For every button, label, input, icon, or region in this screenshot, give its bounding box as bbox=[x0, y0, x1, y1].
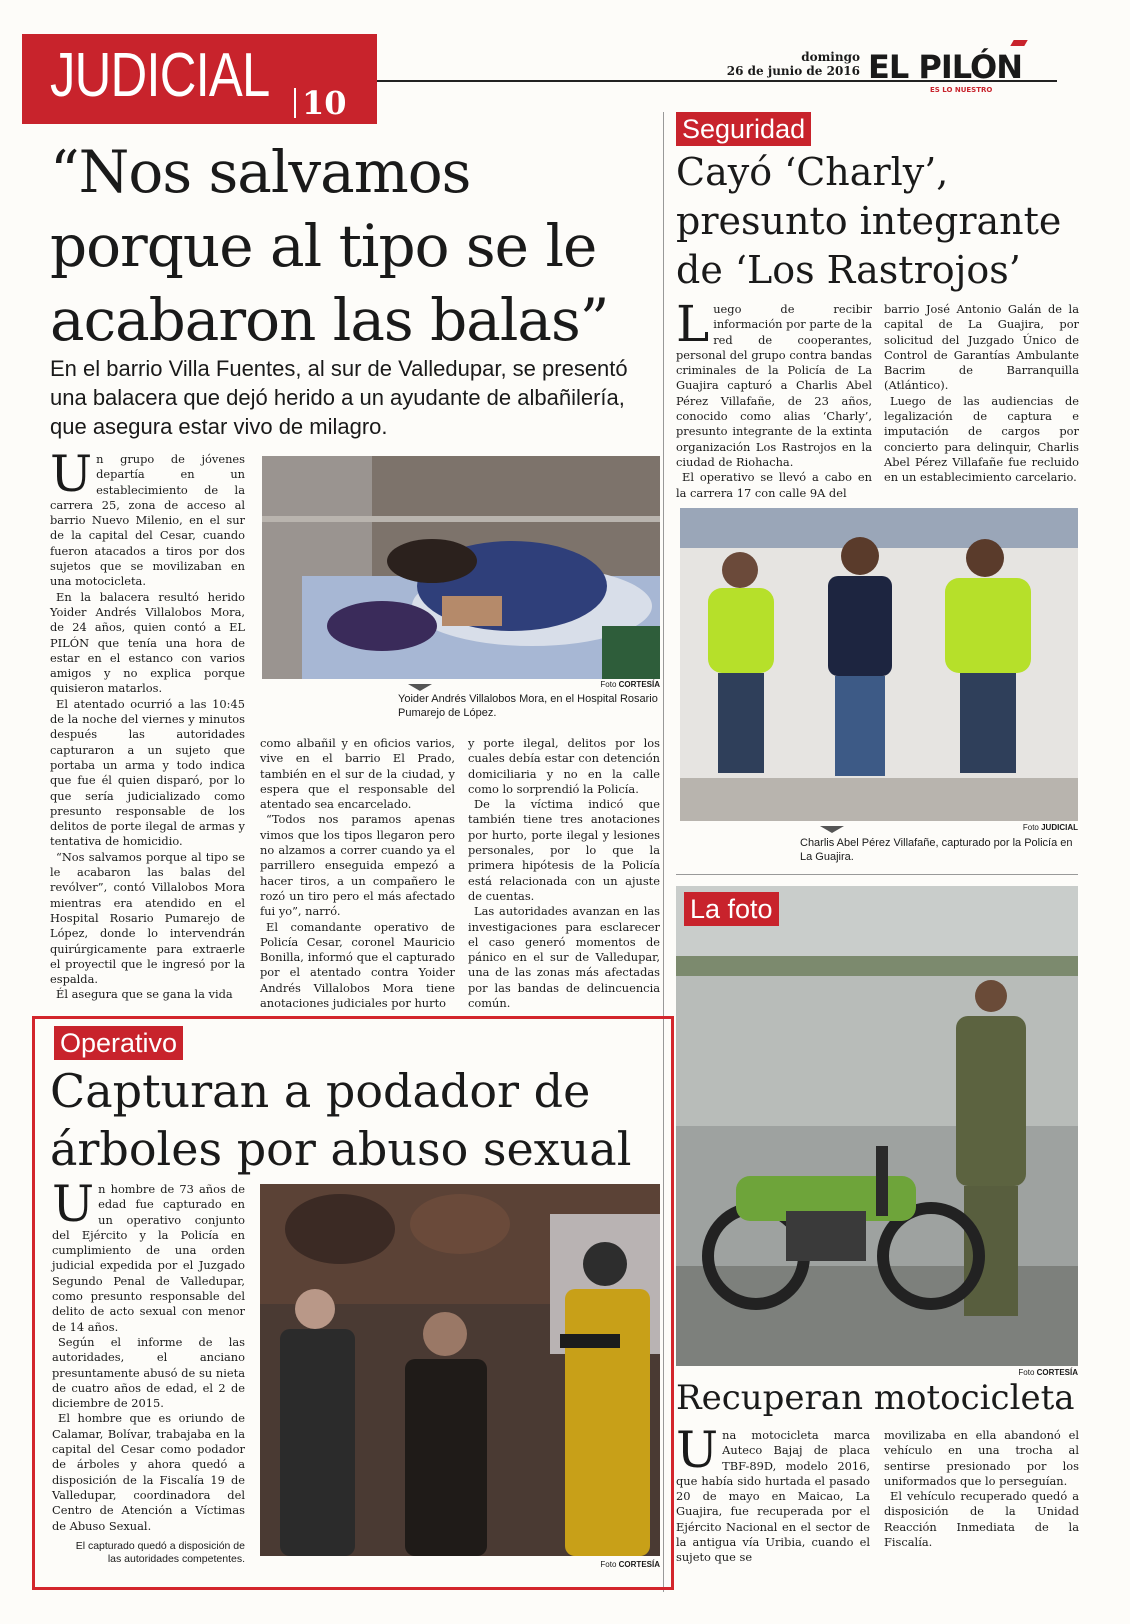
hospital-photo bbox=[262, 456, 660, 679]
paragraph: “Nos salvamos porque al tipo se le acabaron las balas del revólver”, contó Villalobos Mora mientras era atendido en el Hospital Rosario Pumarejo de López, donde lo intervendrán quirúrgicamente para extraerle el proyectil que le ingresó por la espalda. bbox=[50, 849, 245, 987]
photo-credit: Foto CORTESÍA bbox=[600, 1560, 660, 1569]
photo-credit: Foto JUDICIAL bbox=[1022, 823, 1078, 832]
paragraph: Luego de las audiencias de legalización de captura e imputación de cargos por concierto para delinquir, Charlis Abel Pérez Villafañe fue recluido en un establecimiento carcelario. bbox=[884, 393, 1079, 485]
motorcycle-photo bbox=[676, 886, 1078, 1366]
recuperan-column-1 bbox=[676, 1421, 870, 1566]
paragraph: como albañil y en oficios varios, vive en el barrio El Prado, también en el sur de la ciudad, y espera que el responsable del atentado sea encarcelado. bbox=[260, 736, 455, 812]
drop-cap: U bbox=[52, 1175, 95, 1233]
drop-cap: U bbox=[50, 445, 93, 503]
story-divider bbox=[676, 874, 1078, 875]
paragraph: na motocicleta marca Auteco Bajaj de placa TBF-89D, modelo 2016, que había sido hurtada el pasado 20 de mayo en Maicao, La Guajira, fue recuperada por el Ejército Nacional en el sector de la antigua vía Uribia, cuando el sujeto que se bbox=[676, 1428, 870, 1565]
photo-credit: Foto CORTESÍA bbox=[600, 680, 660, 689]
issue-day: domingo bbox=[801, 50, 860, 64]
paragraph: El comandante operativo de Policía Cesar, coronel Mauricio Bonilla, informó que el capturado por el atentado contra Yoider Andrés Villalobos Mora tiene anotaciones judiciales por hurto bbox=[260, 919, 455, 1011]
photo-caption: El capturado quedó a disposición de las autoridades competentes. bbox=[75, 1540, 245, 1565]
photo-credit: Foto CORTESÍA bbox=[1018, 1368, 1078, 1377]
operativo-kicker: Operativo bbox=[54, 1026, 183, 1060]
operativo-column bbox=[52, 1175, 245, 1534]
logo-accent-mark bbox=[1010, 40, 1027, 46]
la-foto-kicker: La foto bbox=[684, 892, 779, 926]
caption-pointer-icon bbox=[820, 826, 844, 833]
capture-photo bbox=[680, 508, 1078, 821]
recuperan-column-2 bbox=[884, 1428, 1079, 1550]
drop-cap: L bbox=[676, 295, 710, 353]
page-number-divider bbox=[294, 88, 296, 118]
paragraph: n hombre de 73 años de edad fue capturado en un operativo conjunto del Ejército y la Policía en cumplimiento de una orden judicial expedida por el Juzgado Segundo Penal de Valledupar, como presunto responsable del delito de acto sexual con menor de 14 años. bbox=[52, 1182, 245, 1334]
issue-date bbox=[700, 50, 860, 78]
photo-caption: Charlis Abel Pérez Villafañe, capturado por la Policía en La Guajira. bbox=[800, 837, 1073, 863]
seguridad-kicker: Seguridad bbox=[676, 112, 811, 146]
operativo-headline: Capturan a podador de árboles por abuso sexual bbox=[50, 1064, 632, 1176]
drop-cap: U bbox=[676, 1421, 719, 1479]
capture-photo-illustration bbox=[680, 508, 1078, 821]
section-name: JUDICIAL bbox=[50, 41, 270, 110]
issue-date-text: 26 de junio de 2016 bbox=[726, 64, 860, 78]
paragraph: uego de recibir información por parte de la red de cooperantes, personal del grupo contra bandas criminales de la Policía de La Guajira capturó a Charlis Abel Pérez Villafañe, de 23 años, conocido como alias ‘Charly’, presunto integrante de la extinta organización Los Rastrojos en la ciudad de Riohacha. bbox=[676, 302, 872, 469]
newspaper-logo: EL PILÓN bbox=[868, 48, 1022, 86]
seguridad-column-2 bbox=[884, 302, 1079, 486]
main-headline: “Nos salvamos porque al tipo se le acabaron las balas” bbox=[50, 138, 609, 354]
seguridad-column-1 bbox=[676, 295, 872, 501]
recuperan-headline: Recuperan motocicleta bbox=[676, 1378, 1075, 1418]
seguridad-headline: Cayó ‘Charly’, presunto integrante de ‘Los Rastrojos’ bbox=[676, 150, 1062, 292]
paragraph: movilizaba en ella abandonó el vehículo en una trocha al sentirse presionado por los uniformados que lo perseguían. bbox=[884, 1428, 1079, 1488]
paragraph: En la balacera resultó herido Yoider Andrés Villalobos Mora, de 24 años, quien contó a EL PILÓN que tenía una hora de estar en el estanco con varios amigos y no explica porque quisieron matarlos. bbox=[50, 589, 245, 696]
paragraph: Según el informe de las autoridades, el anciano presuntamente abusó de su nieta de cuatro años de edad, el 2 de diciembre de 2015. bbox=[52, 1334, 245, 1411]
main-deck: En el barrio Villa Fuentes, al sur de Valledupar, se presentó una balacera que dejó herido a un ayudante de albañilería, que asegura estar vivo de milagro. bbox=[50, 356, 628, 439]
paragraph: El vehículo recuperado quedó a disposición de la Unidad Reacción Inmediata de la Fiscalía. bbox=[884, 1489, 1079, 1550]
hospital-photo-illustration bbox=[262, 456, 660, 679]
paragraph: n grupo de jóvenes departía en un establecimiento de la carrera 25, zona de acceso al barrio Nuevo Milenio, en el sur de la capital del Cesar, cuando fueron atacados a tiros por dos sujetos que se movilizaban en una motocicleta. bbox=[50, 452, 245, 589]
main-column-2 bbox=[260, 736, 455, 1011]
caption-pointer-icon bbox=[408, 684, 432, 691]
paragraph: barrio José Antonio Galán de la capital de La Guajira, por solicitud del Juzgado Único de Control de Garantías Ambulante Bacrim de Barranquilla (Atlántico). bbox=[884, 302, 1079, 393]
motorcycle-photo-illustration bbox=[676, 886, 1078, 1366]
paragraph: Las autoridades avanzan en las investigaciones para esclarecer el caso generó momentos de pánico en el sur de Valledupar, una de las zonas más afectadas por las bandas de delincuencia común. bbox=[468, 904, 660, 1011]
paragraph: El operativo se llevó a cabo en la carrera 17 con calle 9A del bbox=[676, 470, 872, 500]
photo-caption: Yoider Andrés Villalobos Mora, en el Hospital Rosario Pumarejo de López. bbox=[398, 693, 658, 719]
paragraph: De la víctima indicó que también tiene tres anotaciones por hurto, porte ilegal y lesiones personales, por lo que la primera hipótesis de la Policía está relacionada con un ajuste de cuentas. bbox=[468, 797, 660, 903]
paragraph: y porte ilegal, delitos por los cuales debía estar con detención domiciliaria y no en la calle como lo sorprendió la Policía. bbox=[468, 736, 660, 796]
main-column-3 bbox=[468, 736, 660, 1011]
logo-tagline: ES LO NUESTRO bbox=[930, 86, 993, 94]
page-number: 10 bbox=[302, 84, 347, 122]
arrest-photo-illustration bbox=[260, 1184, 660, 1556]
main-column-1 bbox=[50, 445, 245, 1003]
paragraph: El hombre que es oriundo de Calamar, Bolívar, trabajaba en la capital del Cesar como podador de árboles y ahora quedó a disposición de la Fiscalía 19 de Valledupar, coordinadora del Centro de Atención a Víctimas de Abuso Sexual. bbox=[52, 1411, 245, 1533]
paragraph: “Todos nos paramos apenas vimos que los tipos llegaron pero no alzamos a correr cuando ya el parrillero enseguida empezó a hacer tiros, a un compañero le rozó un tiro pero el más afectado fui yo”, narró. bbox=[260, 812, 455, 919]
arrest-photo bbox=[260, 1184, 660, 1556]
paragraph: Él asegura que se gana la vida bbox=[56, 987, 233, 1002]
paragraph: El atentado ocurrió a las 10:45 de la noche del viernes y minutos después las autoridades capturaron a un sujeto que portaba un arma y todo indica que fue él quien disparó, por lo que sería judicializado como presunto responsable de los delitos de porte ilegal de armas y tentativa de homicidio. bbox=[50, 696, 245, 849]
